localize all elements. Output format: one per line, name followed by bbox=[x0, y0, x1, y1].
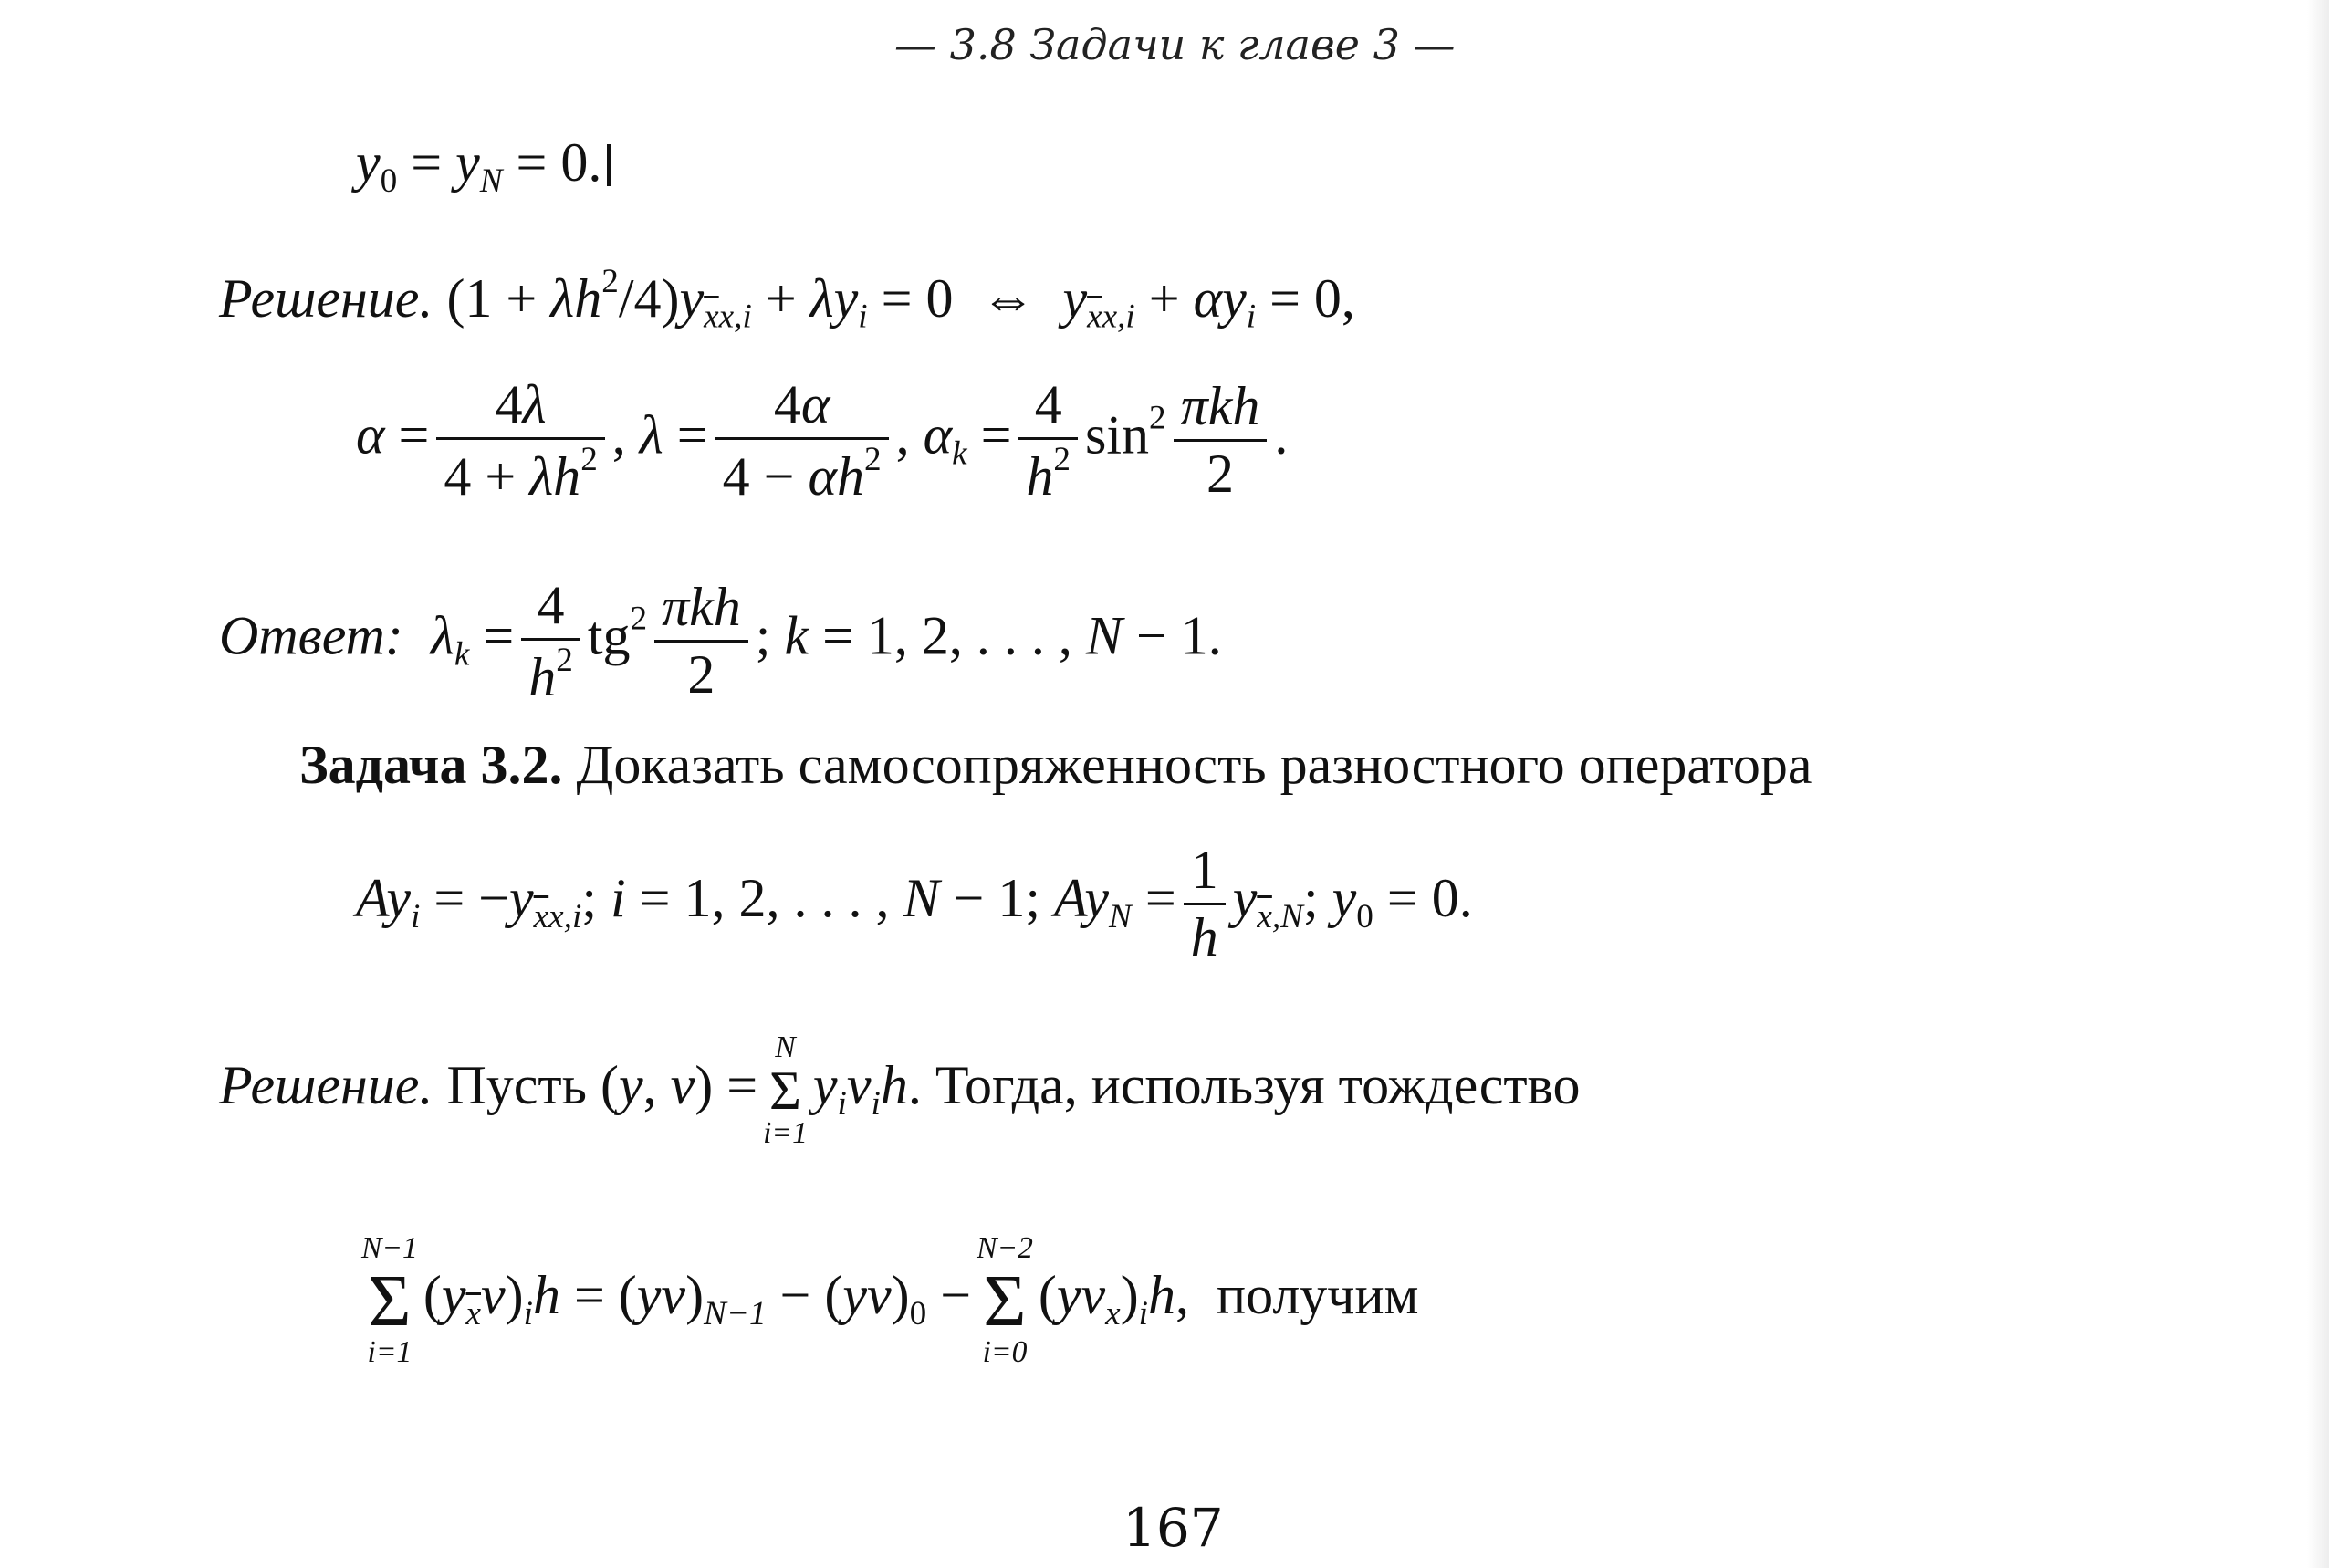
alpha-lambda-formula: α = $\frac{4\lambda}{4 + \lambda h^2}$ , λ = $\frac{4\alpha}{4 - \alpha h^2}$ , $\alpha_k$ = $\frac{4}{h^2}$ $\sin^2$ $\frac{\text{πkh}}{2}$ . bbox=[356, 374, 1289, 507]
then-using-identity: Тогда, используя тождество bbox=[935, 1055, 1581, 1116]
inner-product-line: Решение. Пусть (y, v) = N Σ i=1 $y_iv_ih$. Тогда, используя тождество bbox=[219, 1030, 1581, 1150]
problem-title: Задача 3.2. bbox=[299, 735, 563, 795]
sum-operator: N−2 Σ i=0 bbox=[977, 1231, 1033, 1369]
answer-line: Ответ: $\lambda_k$ = $\frac{4}{h^2}$ $tg^2$ $\frac{\text{πkh}}{2}$ ; k = 1, 2, . . . , N − 1. bbox=[219, 575, 1222, 707]
summation-identity-formula: N−1 Σ i=1 $(y_{\overline{x}}v)_ih = (yv)_{N-1} - (yv)_0$ − N−2 Σ i=0 $(yv_x)_ih$, получим bbox=[361, 1231, 1419, 1369]
text-cursor bbox=[607, 144, 611, 186]
operator-definition-formula: $Ay_i = -y_{\overline{x}x,i}$; i = 1, 2, . . . , N − 1; $Ay_N$ = $\frac{1}{h}$ $y_{\overline{x},N}$; $y_0 = 0$. bbox=[356, 840, 1473, 967]
problem-statement bbox=[299, 735, 1812, 795]
page-edge-shadow bbox=[2307, 0, 2329, 1568]
we-get-word: получим bbox=[1217, 1265, 1419, 1326]
answer-label: Ответ: bbox=[219, 605, 403, 666]
sum-operator: N−1 Σ i=1 bbox=[361, 1231, 418, 1369]
let-word: Пусть bbox=[446, 1055, 587, 1116]
running-header: — 3.8 Задачи к главе 3 — bbox=[894, 20, 1456, 69]
sum-operator: N Σ i=1 bbox=[763, 1030, 808, 1150]
solution-label-2: Решение. bbox=[219, 1055, 433, 1116]
solution-equation-line: Решение. $(1 + \lambda h^2/4)y_{\overline{x}x,i} + \lambda y_i = 0$ ⇔ $y_{\overline{x}x,i} + \alpha y_i = 0$, bbox=[219, 263, 1355, 336]
problem-text: Доказать самосопряженность разностного оператора bbox=[576, 735, 1812, 795]
solution-label: Решение. bbox=[219, 267, 433, 329]
page-number: 167 bbox=[1123, 1497, 1224, 1559]
boundary-condition-formula: $y_0 = y_N = 0$. bbox=[356, 135, 611, 198]
